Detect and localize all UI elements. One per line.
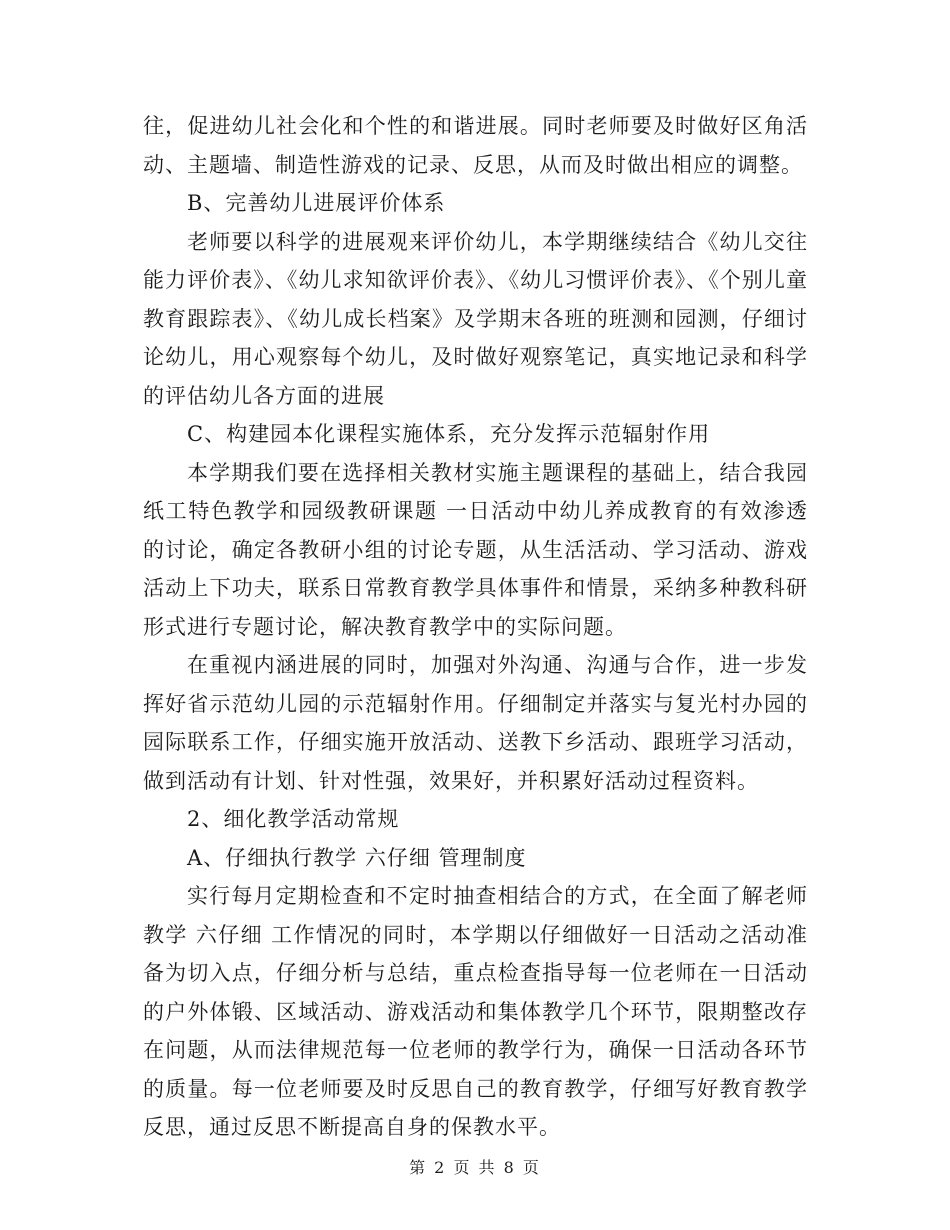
section-heading-c: C、构建园本化课程实施体系，充分发挥示范辐射作用 [187,422,711,446]
paragraph-continuation: 往，促进幼儿社会化和个性的和谐进展。同时老师要及时做好区角活动、主题墙、制造性游戏的记录、反思，从而及时做出相应的调整。 [143,114,808,177]
paragraph-cooperation: 在重视内涵进展的同时，加强对外沟通、沟通与合作，进一步发挥好省示范幼儿园的示范辐射作用。仔细制定并落实与复光村办园的园际联系工作，仔细实施开放活动、送教下乡活动、跟班学习活动，做到活动有计划、针对性强，效果好，并积累好活动过程资料。 [143,653,808,793]
section-heading-b: B、完善幼儿进展评价体系 [187,191,446,215]
page-number-footer: 第 2 页 共 8 页 [409,1158,541,1177]
paragraph-curriculum: 本学期我们要在选择相关教材实施主题课程的基础上，结合我园纸工特色教学和园级教研课题 一日活动中幼儿养成教育的有效渗透 的讨论，确定各教研小组的讨论专题，从生活活动、学习活动、游戏活动上下功夫，联系日常教育教学具体事件和情景，采纳多种教科研形式进行专题讨论，解决教育教学中的实际问题。 [143,460,808,639]
paragraph-evaluation: 老师要以科学的进展观来评价幼儿，本学期继续结合《幼儿交往能力评价表》、《幼儿求知欲评价表》、《幼儿习惯评价表》、《个别儿童教育跟踪表》、《幼儿成长档案》及学期末各班的班测和园测，仔细讨论幼儿，用心观察每个幼儿，及时做好观察笔记，真实地记录和科学的评估幼儿各方面的进展 [143,229,808,408]
section-heading-a: A、仔细执行教学 六仔细 管理制度 [187,845,527,870]
document-body [143,107,808,1147]
section-heading-2: 2、细化教学活动常规 [187,807,400,831]
paragraph-inspection: 实行每月定期检查和不定时抽查相结合的方式，在全面了解老师教学 六仔细 工作情况的同时，本学期以仔细做好一日活动之活动准备为切入点，仔细分析与总结，重点检查指导每一位老师在一日活动的户外体锻、区域活动、游戏活动和集体教学几个环节，限期整改存在问题，从而法律规范每一位老师的教学行为，确保一日活动各环节的质量。每一位老师要及时反思自己的教育教学，仔细写好教育教学反思，通过反思不断提高自身的保教水平。 [143,884,808,1139]
